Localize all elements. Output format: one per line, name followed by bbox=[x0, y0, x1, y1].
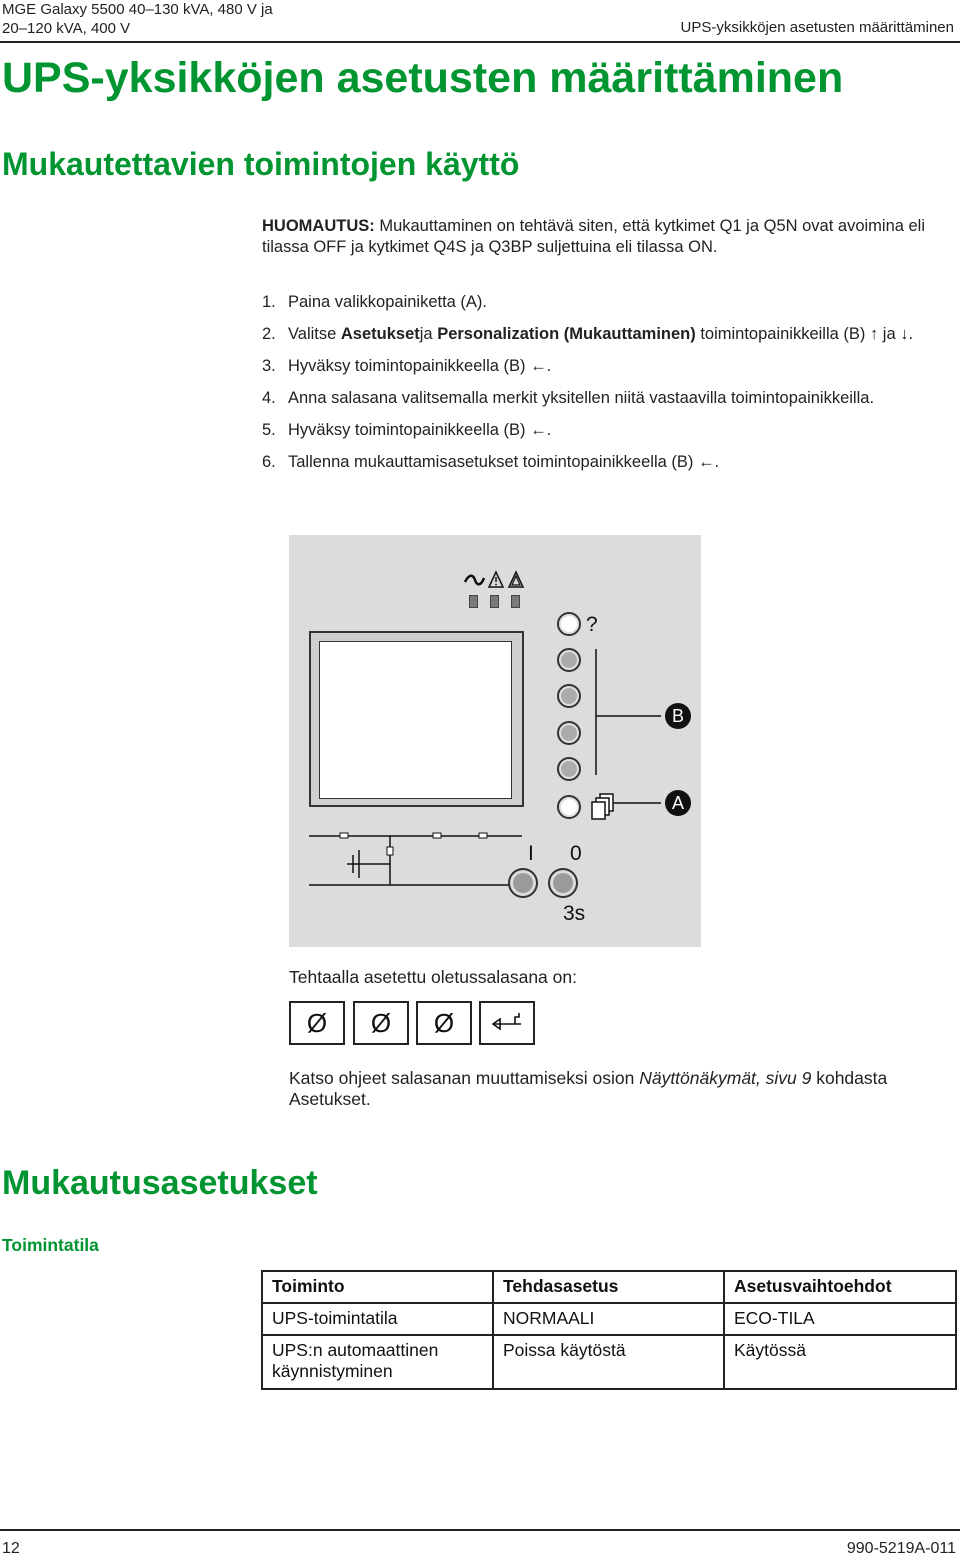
section2-subtitle: Toimintatila bbox=[2, 1235, 99, 1255]
header-product bbox=[2, 0, 273, 38]
off-hold-label: 3s bbox=[563, 902, 586, 925]
header-section: UPS-yksikköjen asetusten määrittäminen bbox=[680, 19, 954, 36]
step-item bbox=[262, 324, 957, 345]
page-title: UPS-yksikköjen asetusten määrittäminen bbox=[2, 54, 844, 102]
table-cell: UPS-toimintatila bbox=[262, 1303, 493, 1335]
led-ac bbox=[469, 595, 478, 608]
table-cell: NORMAALI bbox=[493, 1303, 724, 1335]
step-item bbox=[262, 356, 957, 377]
note-label: HUOMAUTUS: bbox=[262, 217, 375, 235]
step-number: 4. bbox=[262, 389, 276, 407]
table-cell: Poissa käytöstä bbox=[493, 1335, 724, 1389]
reference-post: kohdasta Asetukset. bbox=[289, 1068, 888, 1109]
lcd-screen bbox=[319, 641, 512, 799]
password-key-enter bbox=[479, 1001, 535, 1045]
password-intro: Tehtaalla asetettu oletussalasana on: bbox=[289, 967, 577, 987]
step-text: Paina valikkopainiketta (A). bbox=[288, 293, 488, 311]
note bbox=[262, 216, 942, 258]
on-button[interactable] bbox=[508, 868, 538, 898]
password-key-3: Ø bbox=[416, 1001, 472, 1045]
function-button-3[interactable] bbox=[557, 721, 581, 745]
table-row bbox=[262, 1303, 956, 1335]
reference-link[interactable]: Näyttönäkymät, sivu 9 bbox=[639, 1068, 812, 1088]
password-key-2: Ø bbox=[353, 1001, 409, 1045]
step-number: 3. bbox=[262, 357, 276, 375]
step-number: 2. bbox=[262, 325, 276, 343]
table-cell: Käytössä bbox=[724, 1335, 956, 1389]
section-title: Mukautettavien toimintojen käyttö bbox=[2, 146, 520, 182]
table-header-row bbox=[262, 1271, 956, 1303]
header-divider bbox=[0, 41, 960, 43]
table-cell: UPS:n automaattinen käynnistyminen bbox=[262, 1335, 493, 1389]
step-item bbox=[262, 452, 957, 473]
control-panel-illustration bbox=[289, 535, 701, 947]
step-number: 5. bbox=[262, 421, 276, 439]
step-text-pre: Valitse bbox=[288, 325, 341, 343]
table-cell: ECO-TILA bbox=[724, 1303, 956, 1335]
table-header: Asetusvaihtoehdot bbox=[724, 1271, 956, 1303]
step-bold-settings: Asetukset bbox=[340, 325, 420, 343]
led-alarm bbox=[511, 595, 520, 608]
table-row bbox=[262, 1335, 956, 1389]
help-button[interactable] bbox=[557, 612, 581, 636]
battery-schematic bbox=[309, 830, 524, 890]
reference-text bbox=[289, 1068, 949, 1110]
reference-pre: Katso ohjeet salasanan muuttamiseksi osion bbox=[289, 1068, 640, 1088]
step-item bbox=[262, 420, 957, 441]
table-header: Tehdasasetus bbox=[493, 1271, 724, 1303]
page-number: 12 bbox=[2, 1540, 20, 1557]
step-item bbox=[262, 388, 957, 409]
off-button[interactable] bbox=[548, 868, 578, 898]
footer-divider bbox=[0, 1529, 960, 1531]
alarm-icon bbox=[509, 572, 523, 587]
off-label: 0 bbox=[570, 842, 582, 865]
enter-arrow-icon bbox=[481, 1003, 533, 1043]
steps-list bbox=[262, 292, 957, 484]
step-text: Tallenna mukauttamisasetukset toimintopainikkeella (B) ←. bbox=[288, 453, 720, 471]
step-bold-personalization: Personalization (Mukauttaminen) bbox=[437, 325, 696, 343]
section2-title: Mukautusasetukset bbox=[2, 1164, 318, 1202]
step-text: Hyväksy toimintopainikkeella (B) ←. bbox=[288, 357, 552, 375]
step-text-post: toimintopainikkeilla (B) ↑ ja ↓. bbox=[695, 325, 914, 343]
function-button-1[interactable] bbox=[557, 648, 581, 672]
menu-icon bbox=[591, 791, 619, 825]
step-number: 6. bbox=[262, 453, 276, 471]
function-button-2[interactable] bbox=[557, 684, 581, 708]
label-b-badge: B bbox=[665, 703, 691, 729]
table-header: Toiminto bbox=[262, 1271, 493, 1303]
settings-table bbox=[261, 1270, 957, 1390]
lcd-screen-frame bbox=[309, 631, 524, 807]
document-id: 990-5219A-011 bbox=[846, 1540, 956, 1557]
step-item bbox=[262, 292, 957, 313]
menu-button[interactable] bbox=[557, 795, 581, 819]
warning-icon bbox=[489, 572, 503, 587]
step-number: 1. bbox=[262, 293, 276, 311]
note-text: Mukauttaminen on tehtävä siten, että kytkimet Q1 ja Q5N ovat avoimina eli tilassa OFF ja kytkimet Q4S ja Q3BP suljettuina eli tilassa ON. bbox=[262, 217, 926, 256]
step-text: Hyväksy toimintopainikkeella (B) ←. bbox=[288, 421, 552, 439]
password-key-1: Ø bbox=[289, 1001, 345, 1045]
label-a-badge: A bbox=[665, 790, 691, 816]
help-label: ? bbox=[586, 613, 598, 636]
step-text-mid: ja bbox=[419, 325, 438, 343]
function-button-4[interactable] bbox=[557, 757, 581, 781]
led-warning bbox=[490, 595, 499, 608]
header-product-line1: MGE Galaxy 5500 40–130 kVA, 480 V ja bbox=[2, 1, 273, 18]
step-text: Anna salasana valitsemalla merkit yksitellen niitä vastaavilla toimintopainikkeilla. bbox=[288, 389, 875, 407]
status-icons bbox=[463, 569, 525, 591]
on-label: I bbox=[528, 842, 534, 865]
ac-mains-icon bbox=[465, 576, 484, 585]
header-product-line2: 20–120 kVA, 400 V bbox=[2, 20, 131, 37]
